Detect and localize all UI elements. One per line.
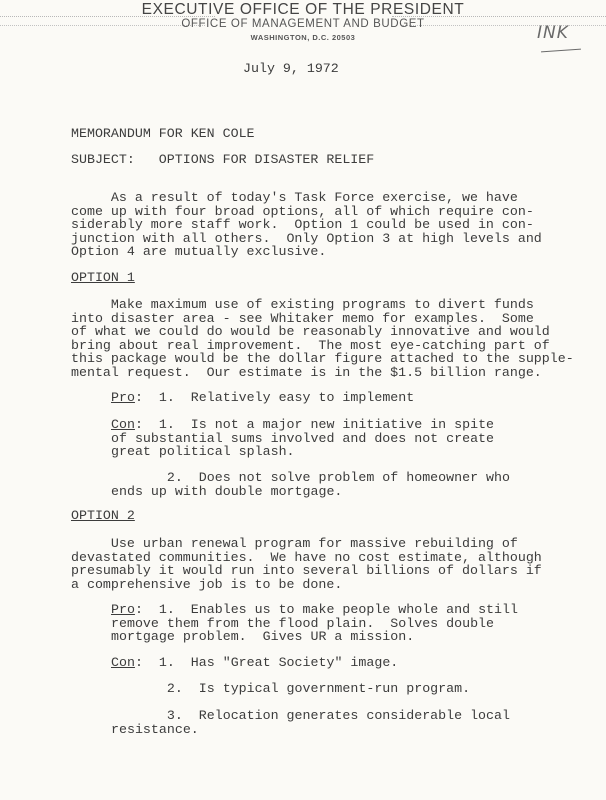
letterhead-rule-right [392,16,606,17]
con-text: 3. Relocation generates considerable local [111,708,510,723]
option1-line: Make maximum use of existing programs to divert funds [71,297,534,312]
intro-line: junction with all others. Only Option 3 at high levels and [71,230,542,246]
handwritten-annotation: INK [537,23,569,43]
pro-text: remove them from the flood plain. Solves double [111,615,495,631]
option1-con-1 [111,418,494,459]
pro-text: : 1. Relatively easy to implement [134,390,415,405]
con-text: : 1. Is not a major new initiative in spite [134,417,495,432]
option1-line: this package would be the dollar figure attached to the supple- [71,351,574,367]
letterhead-office: OFFICE OF MANAGEMENT AND BUDGET [181,18,425,30]
option1-line: of what we could do would be reasonably innovative and would [71,324,550,340]
subject-label: SUBJECT: [71,152,135,167]
pro-label: Pro [111,602,135,617]
option2-line: devastated communities. We have no cost estimate, although [71,549,542,565]
letterhead-rule-left [0,16,215,17]
option2-con-3 [111,709,510,736]
option1-con-2 [111,471,510,498]
con-text: ends up with double mortgage. [111,483,343,499]
option1-line: into disaster area - see Whitaker memo for examples. Some [71,310,534,326]
option1-line: bring about real improvement. The most eye-catching part of [71,337,550,353]
option2-line: presumably it would run into several billions of dollars if [71,563,542,579]
option2-con-2: 2. Is typical government-run program. [111,681,471,696]
letterhead-title: EXECUTIVE OFFICE OF THE PRESIDENT [141,1,465,18]
memo-subject [71,153,374,167]
con-text: 2. Does not solve problem of homeowner who [111,470,510,485]
con-text: : 1. Has "Great Society" image. [134,655,399,670]
con-label: Con [111,417,135,432]
pro-text: mortgage problem. Gives UR a mission. [111,629,415,645]
option1-line: mental request. Our estimate is in the $1.5 billion range. [71,364,542,380]
con-label: Con [111,655,135,670]
letterhead-city: WASHINGTON, D.C. 20503 [250,33,356,42]
intro-line: siderably more staff work. Option 1 could be used in con- [71,217,534,233]
option2-pro [111,603,518,644]
intro-line: As a result of today's Task Force exercise, we have [71,190,518,205]
memo-recipient: MEMORANDUM FOR KEN COLE [71,126,255,141]
memo-date: July 9, 1972 [243,61,339,76]
con-text: resistance. [111,721,199,737]
option1-body [71,298,574,380]
option2-con-1 [111,656,398,670]
subject-text: OPTIONS FOR DISASTER RELIEF [158,152,375,167]
option1-pro [111,391,414,405]
option2-line: Use urban renewal program for massive rebuilding of [71,536,518,551]
intro-paragraph [71,191,542,259]
con-text: of substantial sums involved and does not create [111,430,495,446]
intro-line: Option 4 are mutually exclusive. [71,244,327,260]
option2-line: a comprehensive job is to be done. [71,576,343,592]
option1-heading: OPTION 1 [71,270,135,285]
option2-heading: OPTION 2 [71,508,135,523]
con-text: great political splash. [111,444,295,460]
option2-body [71,537,542,591]
intro-line: come up with four broad options, all of which require con- [71,203,534,219]
pro-label: Pro [111,390,135,405]
handwritten-underline [541,49,581,53]
pro-text: : 1. Enables us to make people whole and still [134,602,518,617]
